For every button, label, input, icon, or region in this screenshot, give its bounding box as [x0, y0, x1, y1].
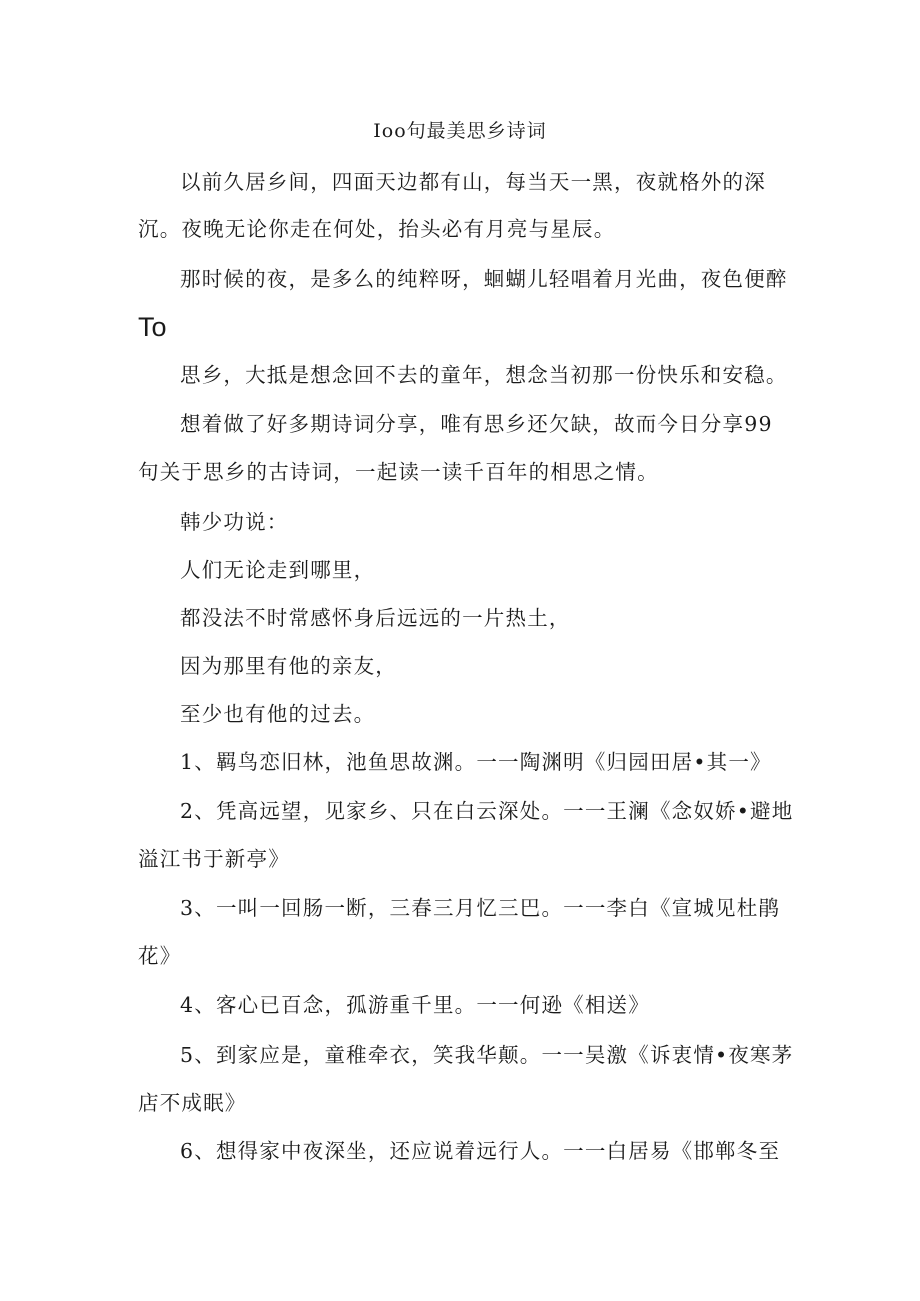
poem-line: 花》 — [138, 944, 182, 968]
paragraph-line: 沉。夜晚无论你走在何处，抬头必有月亮与星辰。 — [138, 217, 616, 241]
paragraph-line: To — [138, 312, 167, 342]
paragraph-line: 都没法不时常感怀身后远远的一片热土， — [180, 606, 571, 630]
poem-line: 4、客心已百念，孤游重千里。一一何逊《相送》 — [180, 993, 650, 1017]
poem-line: 溢江书于新亭》 — [138, 847, 290, 871]
paragraph-line: 韩少功说： — [180, 510, 289, 534]
poem-line: 店不成眠》 — [138, 1091, 247, 1115]
poem-line: 2、凭高远望，见家乡、只在白云深处。一一王澜《念奴娇•避地 — [180, 799, 794, 823]
paragraph-line: 因为那里有他的亲友， — [180, 654, 397, 678]
paragraph-line: 至少也有他的过去。 — [180, 702, 376, 726]
paragraph-line: 句关于思乡的古诗词，一起读一读千百年的相思之情。 — [138, 460, 659, 484]
poem-line: 5、到家应是，童稚牵衣，笑我华颠。一一吴激《诉衷情•夜寒茅 — [180, 1043, 794, 1067]
poem-line: 6、想得家中夜深坐，还应说着远行人。一一白居易《邯郸冬至 — [180, 1139, 781, 1163]
paragraph-line: 思乡，大抵是想念回不去的童年，想念当初那一份快乐和安稳。 — [180, 363, 788, 387]
paragraph-line: 那时候的夜，是多么的纯粹呀，蛔蝴儿轻唱着月光曲，夜色便醉 — [180, 267, 788, 291]
paragraph-line: 人们无论走到哪里， — [180, 558, 376, 582]
document-title: Ioo句最美思乡诗词 — [373, 120, 547, 142]
paragraph-line: 以前久居乡间，四面天边都有山，每当天一黑，夜就格外的深 — [180, 170, 766, 194]
paragraph-line: 想着做了好多期诗词分享，唯有思乡还欠缺，故而今日分享99 — [180, 412, 773, 436]
poem-line: 3、一叫一回肠一断，三春三月忆三巴。一一李白《宣城见杜鹃 — [180, 896, 781, 920]
poem-line: 1、羁鸟恋旧林，池鱼思故渊。一一陶渊明《归园田居•其一》 — [180, 750, 772, 774]
